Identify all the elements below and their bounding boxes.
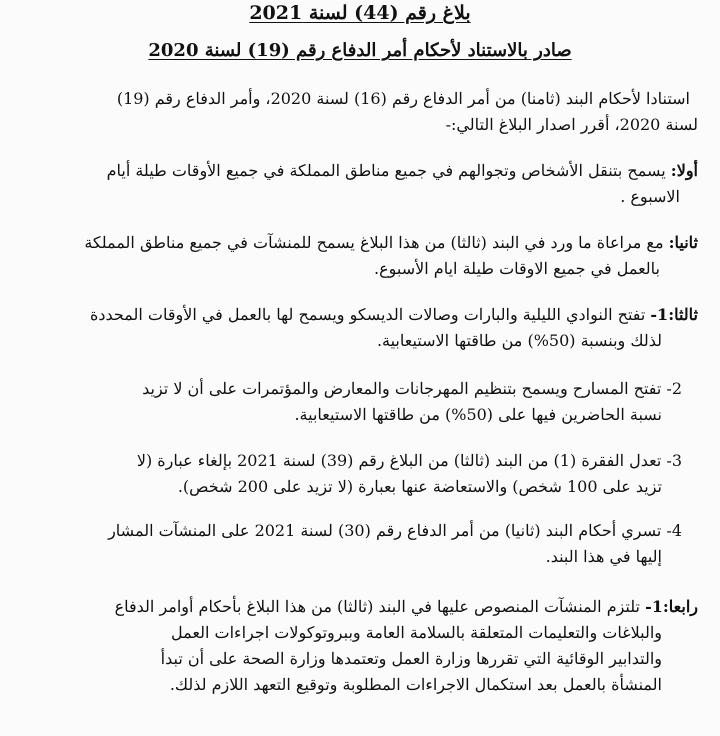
clause-third-item3-line-1: 3- تعدل الفقرة (1) من البند (ثالثا) من البلاغ رقم (39) لسنة 2021 بإلغاء عبارة (لا <box>136 451 682 470</box>
clause-third-item1-line-1: تفتح النوادي الليلية والبارات وصالات الديسكو ويسمح لها بالعمل في الأوقات المحددة <box>89 305 646 324</box>
document-subtitle: صادر بالاستناد لأحكام أمر الدفاع رقم (19) لسنة 2020 <box>148 40 572 61</box>
clause-fourth <box>115 596 698 618</box>
clause-second-line-2: بالعمل في جميع الاوقات طيلة ايام الأسبوع. <box>374 259 660 278</box>
clause-third-item1-line-2: لذلك وبنسبة (50%) من طاقتها الاستيعابية. <box>376 331 662 350</box>
clause-third-item3-line-2: تزيد على 100 شخص) والاستعاضة عنها بعبارة (لا تزيد على 200 شخص). <box>177 477 662 496</box>
clause-third-item2-line-1: 2- تفتح المسارح ويسمح بتنظيم المهرجانات والمعارض والمؤتمرات على أن لا تزيد <box>142 379 682 398</box>
clause-second-line-1: مع مراعاة ما ورد في البند (ثالثا) من هذا البلاغ يسمح للمنشآت في جميع مناطق المملكة <box>84 233 664 252</box>
clause-third-item4-line-1: 4- تسري أحكام البند (ثانيا) من أمر الدفاع رقم (30) لسنة 2021 على المنشآت المشار <box>108 521 682 540</box>
clause-first-line-1: يسمح بتنقل الأشخاص وتجوالهم في جميع مناطق المملكة في جميع الأوقات طيلة أيام <box>106 161 666 180</box>
clause-third-item2-line-2: نسبة الحاضرين فيها على (50%) من طاقتها الاستيعابية. <box>294 405 662 424</box>
clause-fourth-line-2: والبلاغات والتعليمات المتعلقة بالسلامة العامة وببروتوكولات اجراءات العمل <box>171 623 662 642</box>
document-title: بلاغ رقم (44) لسنة 2021 <box>249 2 471 24</box>
clause-second <box>84 232 698 254</box>
clause-first-line-2: الاسبوع . <box>620 187 680 206</box>
clause-second-label: ثانيا: <box>668 233 698 252</box>
intro-line-2: لسنة 2020، أقرر اصدار البلاغ التالي:- <box>445 115 698 134</box>
clause-third <box>90 304 698 326</box>
clause-fourth-line-1: تلتزم المنشآت المنصوص عليها في البند (ثالثا) من هذا البلاغ بأحكام أوامر الدفاع <box>114 597 640 616</box>
intro-line-1: استنادا لأحكام البند (ثامنا) من أمر الدفاع رقم (16) لسنة 2020، وأمر الدفاع رقم (19) <box>116 89 690 108</box>
clause-third-label: ثالثا:1- <box>650 305 698 324</box>
clause-third-item4-line-2: إليها في هذا البند. <box>545 547 662 566</box>
clause-fourth-label: رابعا:1- <box>645 597 698 616</box>
clause-first-label: أولا: <box>670 161 698 180</box>
clause-fourth-line-4: المنشأة بالعمل بعد استكمال الاجراءات المطلوبة وتوقيع التعهد اللازم لذلك. <box>169 675 662 694</box>
clause-first <box>107 160 698 182</box>
clause-fourth-line-3: والتدابير الوقائية التي تقررها وزارة العمل وتعتمدها وزارة الصحة على أن تبدأ <box>160 649 662 668</box>
